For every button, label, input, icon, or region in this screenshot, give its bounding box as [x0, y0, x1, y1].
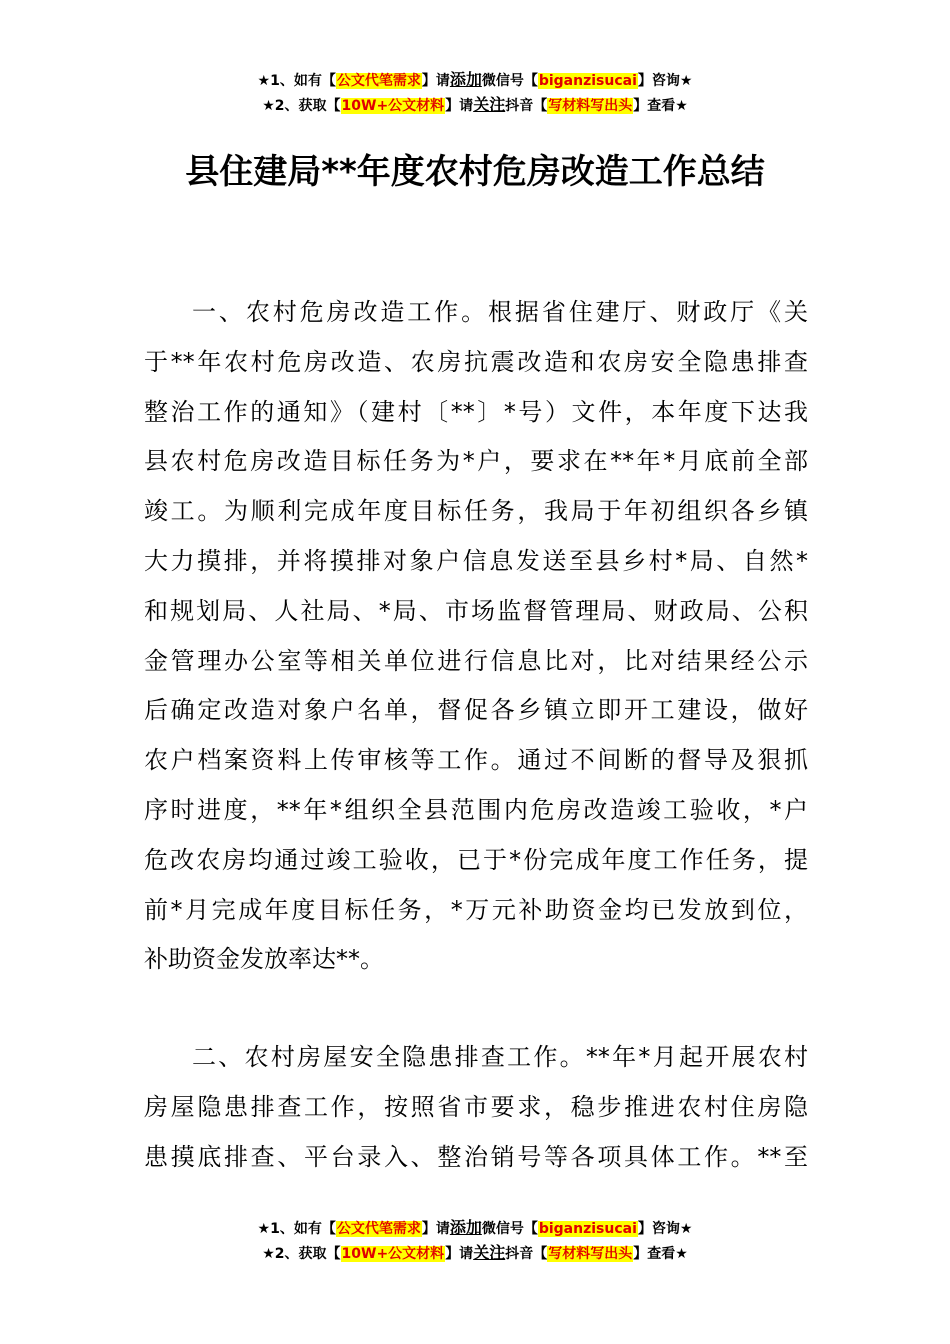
banner-highlight-materials: 10W+公文材料 — [341, 1246, 445, 1262]
banner-highlight-wechat-id: biganzisucai — [538, 73, 637, 89]
paragraph-line: 农户档案资料上传审核等工作。通过不间断的督导及狠抓 — [144, 746, 808, 775]
banner-highlight-ghostwriting: 公文代笔需求 — [336, 73, 421, 89]
banner-highlight-douyin: 写材料写出头 — [548, 1246, 633, 1262]
banner-line-1 — [0, 1216, 950, 1241]
banner-text: ★2、获取【 — [262, 1246, 341, 1262]
document-title: 县住建局**年度农村危房改造工作总结 — [185, 152, 765, 192]
paragraph-line: 一、农村危房改造工作。根据省住建厅、财政厅《关 — [192, 298, 808, 326]
banner-text: ★2、获取【 — [262, 98, 341, 114]
banner-line-2 — [0, 93, 950, 118]
banner-highlight-materials: 10W+公文材料 — [341, 98, 445, 114]
banner-text: 】请 — [421, 73, 450, 89]
banner-text: 】请 — [445, 98, 474, 114]
banner-text: 】咨询★ — [637, 1221, 693, 1237]
banner-text: 】请 — [445, 1246, 474, 1262]
banner-underlined-add: 添加 — [449, 70, 482, 89]
banner-text: 抖音【 — [505, 1246, 548, 1262]
banner-highlight-douyin: 写材料写出头 — [548, 98, 633, 114]
banner-text: 微信号【 — [481, 1221, 538, 1237]
banner-highlight-wechat-id: biganzisucai — [538, 1221, 637, 1237]
paragraph-line: 危改农房均通过竣工验收，已于*份完成年度工作任务，提 — [144, 845, 808, 874]
paragraph-line: 金管理办公室等相关单位进行信息比对，比对结果经公示 — [144, 646, 808, 675]
paragraph-line: 大力摸排，并将摸排对象户信息发送至县乡村*局、自然* — [144, 546, 808, 575]
footer-banner — [0, 1216, 950, 1266]
banner-text: 抖音【 — [505, 98, 548, 114]
banner-text: 】咨询★ — [637, 73, 693, 89]
banner-text: ★1、如有【 — [257, 73, 336, 89]
banner-text: 微信号【 — [481, 73, 538, 89]
banner-text: 】查看★ — [633, 98, 688, 114]
banner-underlined-follow: 关注 — [473, 1243, 506, 1262]
paragraph-line: 于**年农村危房改造、农房抗震改造和农房安全隐患排查 — [144, 347, 808, 376]
banner-line-2 — [0, 1241, 950, 1266]
paragraph-line: 前*月完成年度目标任务，*万元补助资金均已发放到位， — [144, 895, 808, 924]
paragraph-line: 整治工作的通知》（建村〔**〕*号）文件，本年度下达我 — [144, 397, 808, 426]
banner-text: 】请 — [421, 1221, 450, 1237]
banner-highlight-ghostwriting: 公文代笔需求 — [336, 1221, 421, 1237]
paragraph-line: 序时进度，**年*组织全县范围内危房改造竣工验收，*户 — [144, 795, 808, 824]
banner-text: 】查看★ — [633, 1246, 688, 1262]
banner-line-1 — [0, 68, 950, 93]
paragraph-line: 竣工。为顺利完成年度目标任务，我局于年初组织各乡镇 — [144, 497, 808, 526]
paragraph-1 — [144, 288, 808, 985]
paragraph-line: 补助资金发放率达**。 — [144, 945, 384, 974]
paragraph-line: 县农村危房改造目标任务为*户，要求在**年*月底前全部 — [144, 447, 808, 476]
header-banner — [0, 68, 950, 118]
banner-underlined-follow: 关注 — [473, 95, 506, 114]
paragraph-line: 患摸底排查、平台录入、整治销号等各项具体工作。**至 — [144, 1142, 808, 1171]
banner-underlined-add: 添加 — [449, 1218, 482, 1237]
paragraph-line: 二、农村房屋安全隐患排查工作。**年*月起开展农村 — [192, 1043, 808, 1071]
paragraph-line: 后确定改造对象户名单，督促各乡镇立即开工建设，做好 — [144, 696, 808, 725]
banner-text: ★1、如有【 — [257, 1221, 336, 1237]
paragraph-line: 房屋隐患排查工作，按照省市要求，稳步推进农村住房隐 — [144, 1092, 808, 1121]
paragraph-line: 和规划局、人社局、*局、市场监督管理局、财政局、公积 — [144, 596, 808, 625]
paragraph-2 — [144, 1033, 808, 1182]
